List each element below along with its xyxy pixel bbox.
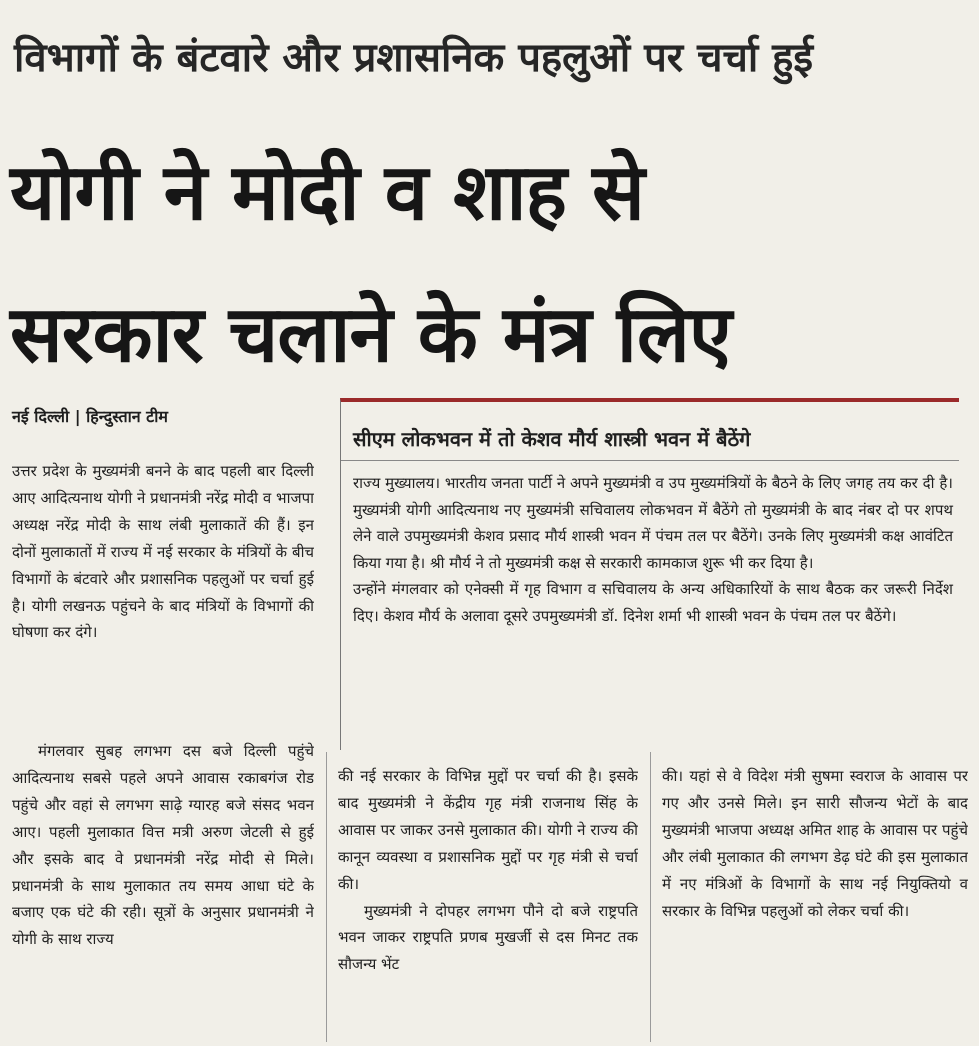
sidebar-paragraph: राज्य मुख्यालय। भारतीय जनता पार्टी ने अपने मुख्यमंत्री व उप मुख्यमंत्रियों के बैठने के लिए जगह तय कर दी है। मुख्यमंत्री योगी आदित्यनाथ नए मुख्यमंत्री सचिवालय लोकभवन में बैठेंगे तो मुख्यमंत्री के बाद नंबर दो पर शपथ लेने वाले उपमुख्यमंत्री केशव प्रसाद मौर्य शास्त्री भवन में पंचम तल पर बैठेंगे। उनके लिए मुख्यमंत्री कक्ष आवंटित किया गया है। श्री मौर्य ने तो मुख्यमंत्री कक्ष से सरकारी कामकाज शुरू भी कर दिया है। [353,474,953,572]
column-divider [326,752,327,1042]
sidebar-title-rule [341,460,959,461]
dateline: नई दिल्ली | हिन्दुस्तान टीम [12,407,168,426]
article-paragraph: मंगलवार सुबह लगभग दस बजे दिल्ली पहुंचे आदित्यनाथ सबसे पहले अपने आवास रकाबगंज रोड पहुंचे और वहां से लगभग साढ़े ग्यारह बजे संसद भवन आए। पहली मुलाकात वित्त मत्री अरुण जेटली से हुई और इसके बाद वे प्रधानमंत्री नरेंद्र मोदी से मिले। प्रधानमंत्री के साथ मुलाकात तय समय आधा घंटे के बजाए एक घंटे की रही। सूत्रों के अनुसार प्रधानमंत्री ने योगी के साथ राज्य [12,742,314,949]
kicker-headline: विभागों के बंटवारे और प्रशासनिक पहलुओं पर चर्चा हुई [14,35,814,81]
article-paragraph: की नई सरकार के विभिन्न मुद्दों पर चर्चा की है। इसके बाद मुख्यमंत्री ने केंद्रीय गृह मंत्री राजनाथ सिंह के आवास पर जाकर उनसे मुलाकात की। योगी ने राज्य की कानून व्यवस्था व प्रशासनिक मुद्दों पर गृह मंत्री से चर्चा की। [338,767,638,893]
sidebar-title: सीएम लोकभवन में तो केशव मौर्य शास्त्री भवन में बैठेंगे [353,427,751,451]
column-divider [650,752,651,1042]
article-column-1 [12,458,314,736]
sidebar-body [353,470,953,629]
article-column-3 [662,763,968,1041]
sidebar-paragraph: उन्होंने मंगलवार को एनेक्सी में गृह विभाग व सचिवालय के अन्य अधिकारियों के साथ बैठक कर जरूरी निर्देश दिए। केशव मौर्य के अलावा दूसरे उपमुख्यमंत्री डॉ. दिनेश शर्मा भी शास्त्री भवन के पंचम तल पर बैठेंगे। [353,580,953,625]
sidebar-box [340,398,959,750]
article-column-2 [338,763,638,1041]
article-column-1-continued [12,738,314,1040]
article-paragraph: उत्तर प्रदेश के मुख्यमंत्री बनने के बाद पहली बार दिल्ली आए आदित्यनाथ योगी ने प्रधानमंत्री नरेंद्र मोदी व भाजपा अध्यक्ष नरेंद्र मोदी के साथ लंबी मुलाकातें की हैं। इन दोनों मुलाकातों में राज्य में नई सरकार के मंत्रियों के बीच विभागों के बंटवारे और प्रशासनिक पहलुओं पर चर्चा हुई है। योगी लखनऊ पहुंचने के बाद मंत्रियों के विभागों की घोषणा कर दंगे। [12,462,314,642]
main-headline-line-1: योगी ने मोदी व शाह से [10,148,644,238]
article-paragraph: की। यहां से वे विदेश मंत्री सुषमा स्वराज के आवास पर गए और उनसे मिले। इन सारी सौजन्य भेटों के बाद मुख्यमंत्री भाजपा अध्यक्ष अमित शाह के आवास पर पहुंचे और लंबी मुलाकात की लगभग डेढ़ घंटे की इस मुलाकात में नए मंत्रिओं के विभागों के साथ नई नियुक्तियो व सरकार के विभिन्न पहलुओं को लेकर चर्चा की। [662,767,968,920]
main-headline-line-2: सरकार चलाने के मंत्र लिए [10,290,731,380]
article-paragraph: मुख्यमंत्री ने दोपहर लगभग पौने दो बजे राष्ट्रपति भवन जाकर राष्ट्रपति प्रणब मुखर्जी से दस मिनट तक सौजन्य भेंट [338,901,638,974]
